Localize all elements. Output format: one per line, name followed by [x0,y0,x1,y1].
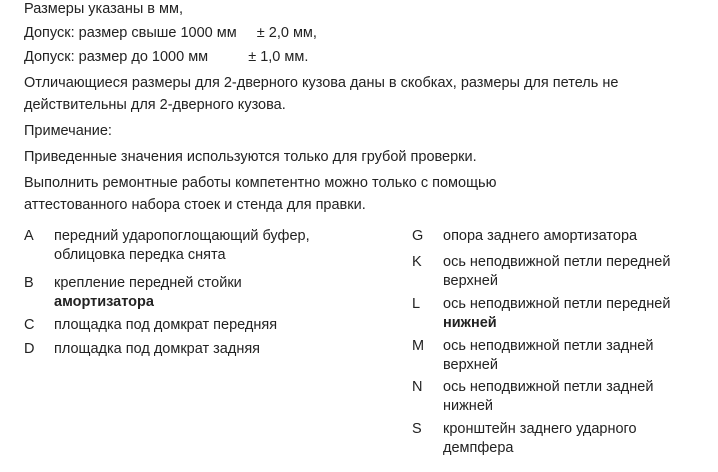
legend-desc-line2: нижней [443,315,497,331]
note-heading: Примечание: [24,123,112,139]
legend-letter: C [24,317,35,333]
tolerance-over-1000-label: Допуск: размер свыше 1000 мм [24,25,237,41]
note-line1: Приведенные значения используются только для грубой проверки. [24,149,477,165]
legend-letter: D [24,341,35,357]
legend-letter: A [24,228,34,244]
legend-desc-line1: площадка под домкрат задняя [54,341,261,357]
legend-letter: M [412,338,425,354]
tolerance-under-1000-label: Допуск: размер до 1000 мм [24,49,209,65]
legend-desc-line1: площадка под домкрат передняя [54,317,278,333]
tolerance-under-1000 [24,48,308,67]
tolerance-over-1000-value: ± 2,0 мм, [256,25,317,41]
note-line3: аттестованного набора стоек и стенда для правки. [24,197,366,213]
two-door-note-line1: Отличающиеся размеры для 2-дверного кузова даны в скобках, размеры для петель не [24,75,619,91]
legend-letter: N [412,379,423,395]
legend-desc-line2: верхней [443,273,498,289]
legend-letter: L [412,296,421,312]
legend-desc-line1: опора заднего амортизатора [443,228,638,244]
legend-desc-line2: нижней [443,398,493,414]
legend-desc-line2: амортизатора [54,294,154,310]
legend-letter: S [412,421,422,437]
legend-desc-line1: передний удaропоглощающий буфер, [54,228,310,244]
legend-desc-line1: ось неподвижной петли задней [443,338,654,354]
legend-desc-line2: верхней [443,357,498,373]
legend-desc-line2: облицовка передка снята [54,247,226,263]
legend-desc-line1: ось неподвижной петли передней [443,296,671,312]
units-line: Размеры указаны в мм, [24,1,183,17]
tolerance-over-1000 [24,24,317,43]
two-door-note-line2: действительны для 2-дверного кузова. [24,97,286,113]
legend-desc-line2: демпфера [443,440,514,456]
note-line2: Выполнить ремонтные работы компетентно можно только с помощью [24,175,497,191]
legend-desc-line1: ось неподвижной петли задней [443,379,654,395]
legend-letter: K [412,254,422,270]
tolerance-under-1000-value: ± 1,0 мм. [248,49,309,65]
legend-desc-line1: кронштейн заднего ударного [443,421,637,437]
legend-desc-line1: крепление передней стойки [54,275,242,291]
legend-letter: G [412,228,424,244]
legend-letter: B [24,275,34,291]
legend-desc-line1: ось неподвижной петли передней [443,254,671,270]
